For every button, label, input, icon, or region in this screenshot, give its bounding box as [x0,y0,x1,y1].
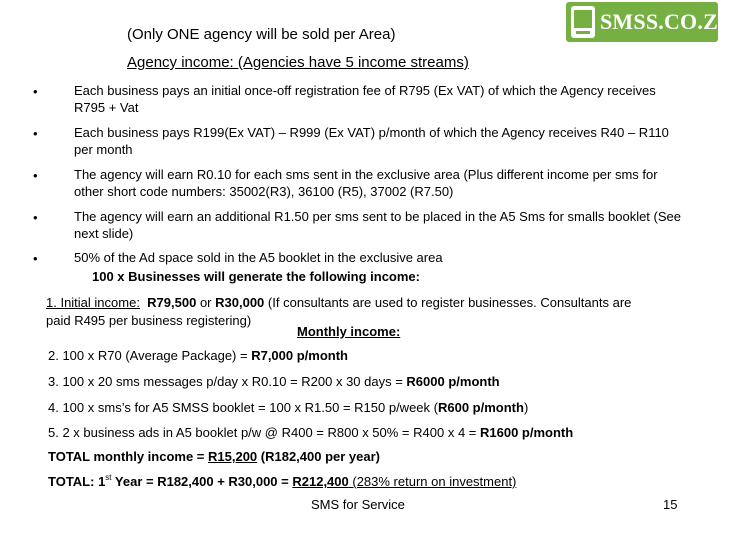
income-item-amount: R7,000 p/month [251,348,348,363]
income-item-text: 5. 2 x business ads in A5 booklet p/w @ R400 = R800 x 50% = R400 x 4 = [48,425,480,440]
income-item-text: 4. 100 x sms’s for A5 SMSS booklet = 100 x R1.50 = R150 p/week ( [48,400,438,415]
bullet-marker: • [33,210,38,225]
initial-income-line [46,295,631,310]
smss-logo [566,2,734,42]
total-year-amount: R212,400 [292,474,349,489]
total-year-line [48,474,516,489]
total-year-prefix: TOTAL: 1 [48,474,106,489]
bullet-text-5: 50% of the Ad space sold in the A5 booklet in the exclusive area [74,250,443,265]
income-item-amount: R1600 p/month [479,425,574,440]
income-item-3 [48,374,500,389]
bullet-text-2: Each business pays R199(Ex VAT) – R999 (Ex VAT) p/month of which the Agency receives R40 – R110 per month [74,125,669,157]
income-item-text: 3. 100 x 20 sms messages p/day x R0.10 = R200 x 30 days = [48,374,407,389]
initial-income-label: 1. Initial income: [46,295,140,310]
initial-amount-2: R30,000 [215,295,265,310]
bullet-text-3: The agency will earn R0.10 for each sms sent in the exclusive area (Plus different income per sms for other short code numbers: 35002(R3), 36100 (R5), 37002 (R7.50) [74,167,658,199]
income-item-4 [48,400,528,415]
income-item-5 [48,425,573,440]
income-item-amount: R6000 p/month [406,374,500,389]
total-year-sup: st [105,473,112,482]
total-year-mid: Year = R182,400 + R30,000 = [111,474,293,489]
bullet-text-4: The agency will earn an additional R1.50 per sms sent to be placed in the A5 Sms for smalls booklet (See next slide) [74,209,681,241]
initial-amount-1: R79,500 [147,295,197,310]
total-monthly-prefix: TOTAL monthly income = [48,449,208,464]
bullet-marker: • [33,168,38,183]
initial-or: or [199,295,212,310]
total-monthly-suffix: (R182,400 per year) [257,449,381,464]
bullet-marker: • [33,84,38,99]
monthly-heading: Monthly income: [297,324,401,339]
logo-text: SMSS.CO.ZA [600,9,734,34]
header-line-1: (Only ONE agency will be sold per Area) [127,26,396,43]
income-item-text: 2. 100 x R70 (Average Package) = [48,348,252,363]
total-monthly-line [48,449,380,464]
total-year-suffix: (283% return on investment) [348,474,517,489]
income-item-2 [48,348,348,363]
footer-title: SMS for Service [311,497,405,512]
income-item-amount: R600 p/month [437,400,524,415]
phone-icon [571,6,595,38]
header-line-2: Agency income: (Agencies have 5 income streams) [127,54,469,71]
page-number: 15 [663,497,678,512]
initial-note: (If consultants are used to register businesses. Consultants are [267,295,632,310]
initial-note-2: paid R495 per business registering) [46,313,252,328]
bullet-marker: • [33,251,38,266]
total-monthly-amount: R15,200 [208,449,258,464]
bullet-marker: • [33,126,38,141]
bullet-text-1: Each business pays an initial once-off registration fee of R795 (Ex VAT) of which the Agency receives R795 + Vat [74,83,656,115]
income-item-after: ) [523,400,529,415]
summary-heading: 100 x Businesses will generate the following income: [92,269,420,284]
